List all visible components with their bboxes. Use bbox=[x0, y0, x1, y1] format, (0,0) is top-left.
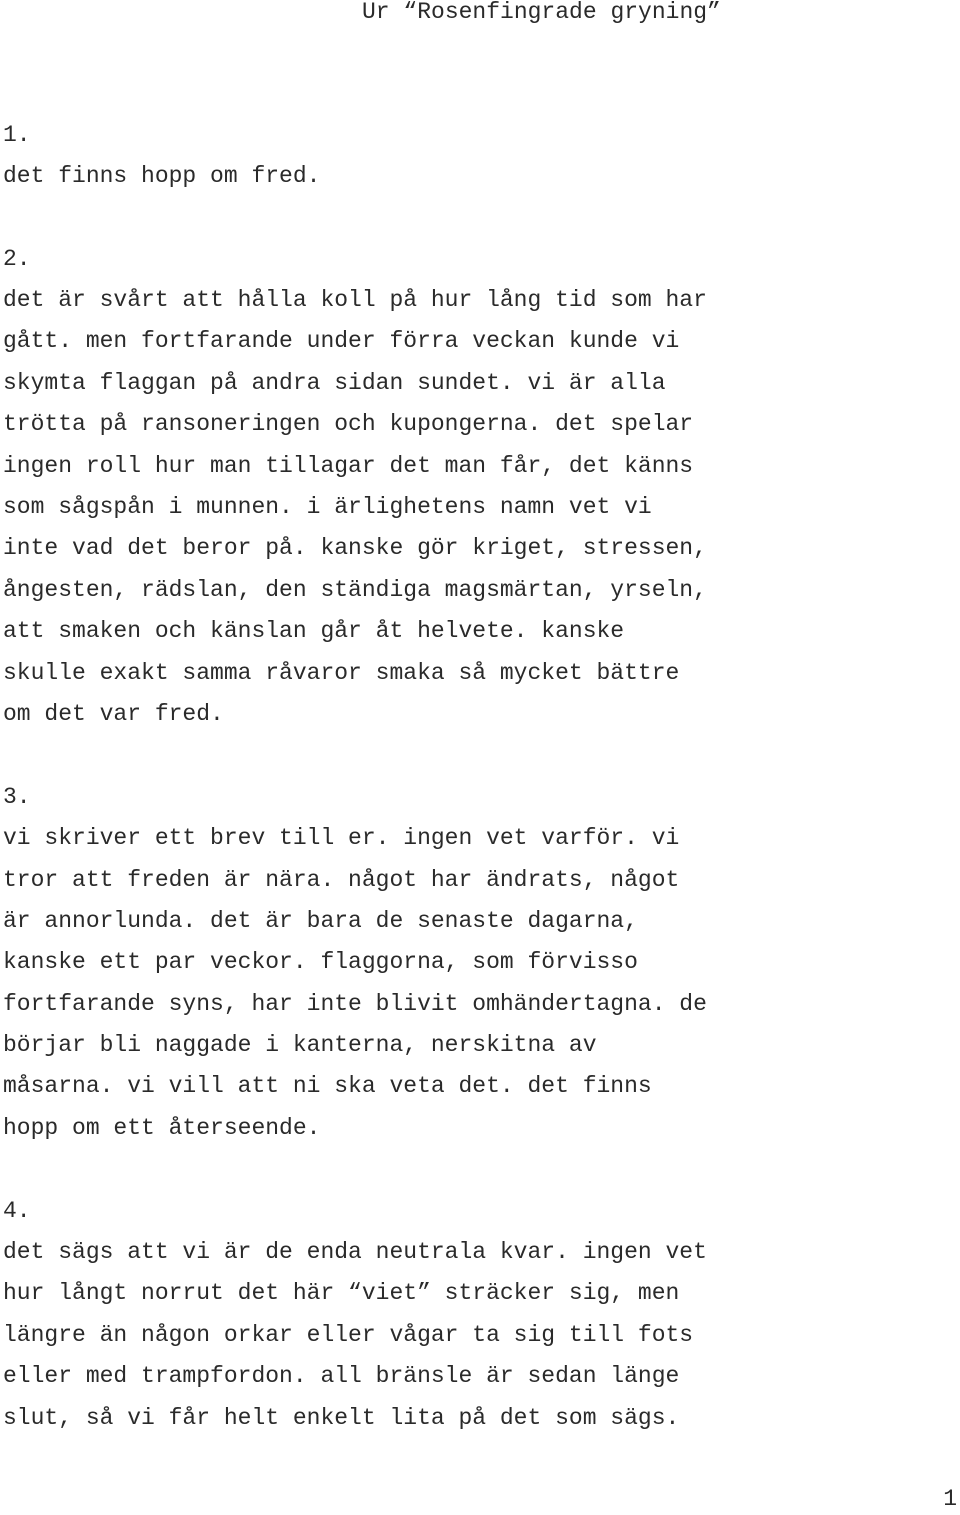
text-line: kanske ett par veckor. flaggorna, som förvisso bbox=[3, 949, 638, 975]
section-number: 1. bbox=[3, 122, 31, 148]
text-line: är annorlunda. det är bara de senaste dagarna, bbox=[3, 908, 638, 934]
text-line: inte vad det beror på. kanske gör kriget, stressen, bbox=[3, 535, 707, 561]
text-line: fortfarande syns, har inte blivit omhändertagna. de bbox=[3, 991, 707, 1017]
text-line: ingen roll hur man tillagar det man får, det känns bbox=[3, 453, 694, 479]
text-line: det sägs att vi är de enda neutrala kvar. ingen vet bbox=[3, 1239, 707, 1265]
text-line: trötta på ransoneringen och kupongerna. det spelar bbox=[3, 411, 694, 437]
text-line: vi skriver ett brev till er. ingen vet varför. vi bbox=[3, 825, 680, 851]
text-line: som sågspån i munnen. i ärlighetens namn vet vi bbox=[3, 494, 652, 520]
text-line: skulle exakt samma råvaror smaka så mycket bättre bbox=[3, 660, 680, 686]
text-line: eller med trampfordon. all bränsle är sedan länge bbox=[3, 1363, 680, 1389]
text-line: tror att freden är nära. något har ändrats, något bbox=[3, 867, 680, 893]
text-line: hur långt norrut det här “viet” sträcker sig, men bbox=[3, 1280, 680, 1306]
text-line: ångesten, rädslan, den ständiga magsmärtan, yrseln, bbox=[3, 577, 707, 603]
text-line: slut, så vi får helt enkelt lita på det som sägs. bbox=[3, 1405, 680, 1431]
text-line: längre än någon orkar eller vågar ta sig till fots bbox=[3, 1322, 694, 1348]
text-line: att smaken och känslan går åt helvete. kanske bbox=[3, 618, 625, 644]
text-line: det är svårt att hålla koll på hur lång tid som har bbox=[3, 287, 707, 313]
text-line: måsarna. vi vill att ni ska veta det. det finns bbox=[3, 1073, 652, 1099]
text-line: det finns hopp om fred. bbox=[3, 163, 321, 189]
section-number: 2. bbox=[3, 246, 31, 272]
page-title: Ur “Rosenfingrade gryning” bbox=[362, 0, 721, 25]
text-line: börjar bli naggade i kanterna, nerskitna av bbox=[3, 1032, 597, 1058]
text-line: skymta flaggan på andra sidan sundet. vi är alla bbox=[3, 370, 666, 396]
text-line: gått. men fortfarande under förra veckan kunde vi bbox=[3, 328, 680, 354]
page-number: 1 bbox=[943, 1486, 957, 1512]
text-line: om det var fred. bbox=[3, 701, 224, 727]
section-number: 4. bbox=[3, 1198, 31, 1224]
text-line: hopp om ett återseende. bbox=[3, 1115, 321, 1141]
section-number: 3. bbox=[3, 784, 31, 810]
